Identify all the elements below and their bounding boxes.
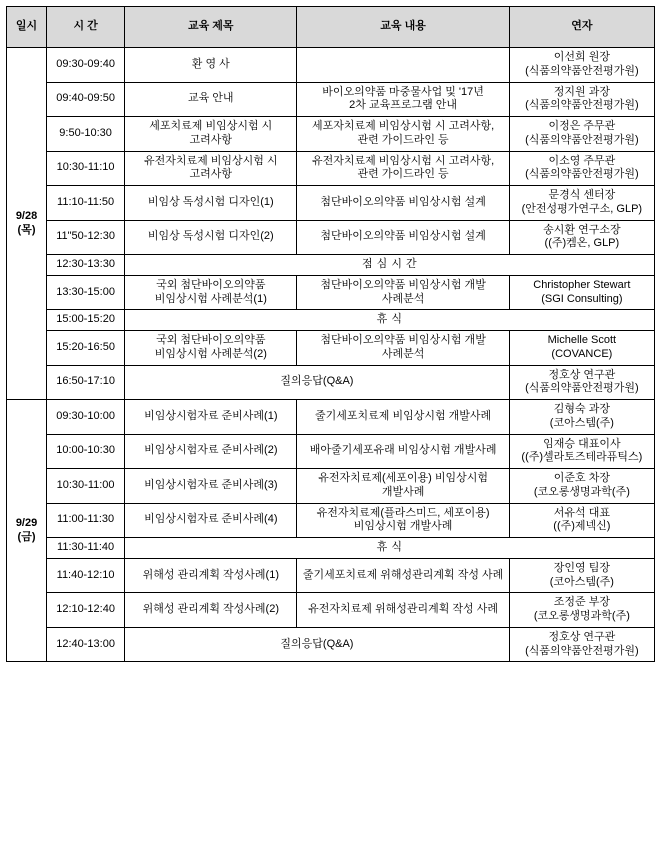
lecture-content-cell xyxy=(297,186,509,221)
text-line: 비임상시험자료 준비사례(2) xyxy=(144,444,278,457)
text-line: (목) xyxy=(17,223,36,236)
lecture-title-cell xyxy=(125,275,297,310)
table-row xyxy=(7,48,655,83)
text-line: 9/29 xyxy=(15,516,38,529)
speaker-cell xyxy=(509,434,654,469)
text-line: 임재승 대표이사 xyxy=(543,437,621,450)
text-line: 유전자치료제(플라스미드, 세포이용) xyxy=(316,506,490,519)
table-row xyxy=(7,434,655,469)
text-line: 이준호 차장 xyxy=(553,472,610,484)
lecture-title-cell xyxy=(125,186,297,221)
lecture-content-cell xyxy=(297,220,509,255)
header-title: 교육 제목 xyxy=(125,7,297,48)
lecture-title-cell xyxy=(125,434,297,469)
lecture-content-cell xyxy=(297,434,509,469)
lecture-content-cell xyxy=(297,503,509,538)
text-line: 비임상시험자료 준비사례(1) xyxy=(144,409,278,422)
lecture-title-cell xyxy=(125,117,297,152)
qna-cell: 질의응답(Q&A) xyxy=(125,365,510,400)
text-line: ((주)켐온, GLP) xyxy=(544,237,620,250)
lecture-content-cell xyxy=(297,331,509,366)
session-time-cell: 11:00-11:30 xyxy=(47,503,125,538)
session-time-cell: 09:30-10:00 xyxy=(47,400,125,435)
lecture-title-cell xyxy=(125,593,297,628)
text-line: 국외 첨단바이오의약품 xyxy=(156,278,266,291)
text-line: 배아줄기세포유래 비임상시험 개발사례 xyxy=(309,444,497,457)
text-line: 첨단바이오의약품 비임상시험 개발 xyxy=(320,278,486,291)
speaker-cell xyxy=(509,558,654,593)
session-date-cell xyxy=(7,48,47,400)
lecture-title-cell xyxy=(125,48,297,83)
text-line: (COVANCE) xyxy=(551,347,613,360)
schedule-table xyxy=(6,6,655,662)
qna-cell: 질의응답(Q&A) xyxy=(125,627,510,662)
lecture-content-cell xyxy=(297,48,509,83)
text-line: 줄기세포치료제 비임상시험 개발사례 xyxy=(315,409,492,422)
lecture-title-cell xyxy=(125,151,297,186)
text-line: 위해성 관리계획 작성사례(2) xyxy=(142,603,280,616)
table-row xyxy=(7,469,655,504)
text-line: 세포치료제 비임상시험 시 xyxy=(149,120,273,132)
lecture-content-cell xyxy=(297,593,509,628)
session-time-cell: 11"50-12:30 xyxy=(47,220,125,255)
text-line: 첨단바이오의약품 비임상시험 개발 xyxy=(320,334,486,346)
text-line: 유전자치료제 비임상시험 시 고려사항, xyxy=(311,154,495,167)
text-line: 고려사항 xyxy=(189,168,233,181)
text-line: (식품의약품안전평가원) xyxy=(525,168,639,181)
text-line: ((주)제넥신) xyxy=(553,520,611,533)
speaker-cell xyxy=(509,331,654,366)
text-line: 교육 안내 xyxy=(188,92,234,105)
text-line: 정호상 연구관 xyxy=(548,630,616,643)
text-line: 개발사례 xyxy=(381,485,425,498)
text-line: 비임상 독성시험 디자인(1) xyxy=(147,195,274,208)
break-row-cell: 휴 식 xyxy=(125,538,655,559)
table-row xyxy=(7,365,655,400)
table-row xyxy=(7,400,655,435)
text-line: 김형숙 과장 xyxy=(553,403,610,415)
text-line: 첨단바이오의약품 비임상시험 설계 xyxy=(320,195,486,208)
session-time-cell: 12:40-13:00 xyxy=(47,627,125,662)
text-line: 바이오의약품 마중물사업 및 '17년 xyxy=(322,85,484,98)
table-row xyxy=(7,310,655,331)
session-time-cell: 11:10-11:50 xyxy=(47,186,125,221)
header-speaker: 연자 xyxy=(509,7,654,48)
text-line: 서유석 대표 xyxy=(553,506,610,519)
text-line: (식품의약품안전평가원) xyxy=(525,133,639,146)
text-line: 사례분석 xyxy=(381,292,425,305)
text-line: 2차 교육프로그램 안내 xyxy=(349,99,458,112)
speaker-cell xyxy=(509,48,654,83)
lecture-title-cell xyxy=(125,400,297,435)
table-row xyxy=(7,151,655,186)
speaker-cell xyxy=(509,593,654,628)
text-line: (금) xyxy=(17,530,36,543)
text-line: 사례분석 xyxy=(381,347,425,360)
text-line: 비임상시험 사례분석(1) xyxy=(154,292,267,305)
speaker-cell xyxy=(509,186,654,221)
text-line: (코오롱생명과학(주) xyxy=(533,485,630,498)
speaker-cell xyxy=(509,400,654,435)
text-line: 비임상시험 사례분석(2) xyxy=(154,347,267,360)
session-time-cell: 12:10-12:40 xyxy=(47,593,125,628)
text-line: 문경식 센터장 xyxy=(548,189,616,201)
session-time-cell: 10:30-11:00 xyxy=(47,469,125,504)
speaker-cell xyxy=(509,365,654,400)
break-row-cell: 점 심 시 간 xyxy=(125,255,655,276)
text-line: 첨단바이오의약품 비임상시험 설계 xyxy=(320,230,486,243)
text-line: 줄기세포치료제 위해성관리계획 작성 사례 xyxy=(302,568,504,581)
lecture-title-cell xyxy=(125,331,297,366)
lecture-content-cell xyxy=(297,151,509,186)
lecture-title-cell xyxy=(125,503,297,538)
table-row xyxy=(7,82,655,117)
speaker-cell xyxy=(509,503,654,538)
text-line: 유전자치료제 비임상시험 시 xyxy=(143,154,278,167)
text-line: 정호상 연구관 xyxy=(548,368,616,381)
table-row xyxy=(7,593,655,628)
text-line: 환 영 사 xyxy=(191,57,230,70)
session-time-cell: 15:00-15:20 xyxy=(47,310,125,331)
lecture-title-cell xyxy=(125,469,297,504)
speaker-cell xyxy=(509,220,654,255)
text-line: (코아스템(주) xyxy=(549,416,614,429)
text-line: 국외 첨단바이오의약품 xyxy=(156,334,266,346)
session-time-cell: 15:20-16:50 xyxy=(47,331,125,366)
table-row xyxy=(7,255,655,276)
table-row xyxy=(7,275,655,310)
text-line: 정지원 과장 xyxy=(553,85,610,98)
text-line: (코오롱생명과학(주) xyxy=(533,610,630,622)
text-line: (코아스템(주) xyxy=(549,575,614,588)
text-line: (식품의약품안전평가원) xyxy=(525,99,639,112)
text-line: 비임상시험자료 준비사례(4) xyxy=(144,513,278,526)
lecture-title-cell xyxy=(125,220,297,255)
table-row xyxy=(7,503,655,538)
table-row xyxy=(7,538,655,559)
session-time-cell: 11:30-11:40 xyxy=(47,538,125,559)
session-time-cell: 11:40-12:10 xyxy=(47,558,125,593)
lecture-content-cell xyxy=(297,117,509,152)
text-line: 이정은 주무관 xyxy=(548,120,616,132)
lecture-content-cell xyxy=(297,469,509,504)
session-time-cell: 13:30-15:00 xyxy=(47,275,125,310)
text-line: 장인영 팀장 xyxy=(553,561,610,574)
text-line: 비임상 독성시험 디자인(2) xyxy=(147,230,274,243)
session-time-cell: 10:30-11:10 xyxy=(47,151,125,186)
table-body xyxy=(7,48,655,662)
table-row xyxy=(7,331,655,366)
text-line: 이선희 원장 xyxy=(553,51,610,63)
session-time-cell: 10:00-10:30 xyxy=(47,434,125,469)
table-row xyxy=(7,558,655,593)
text-line: (식품의약품안전평가원) xyxy=(525,644,639,657)
session-date-cell xyxy=(7,400,47,662)
speaker-cell xyxy=(509,117,654,152)
speaker-cell xyxy=(509,151,654,186)
lecture-content-cell xyxy=(297,275,509,310)
speaker-cell xyxy=(509,469,654,504)
header-content: 교육 내용 xyxy=(297,7,509,48)
text-line: (SGI Consulting) xyxy=(541,292,623,305)
session-time-cell: 16:50-17:10 xyxy=(47,365,125,400)
lecture-title-cell xyxy=(125,558,297,593)
session-time-cell: 09:40-09:50 xyxy=(47,82,125,117)
text-line: 이소영 주무관 xyxy=(548,154,616,167)
speaker-cell xyxy=(509,82,654,117)
text-line: 송시환 연구소장 xyxy=(543,223,621,236)
text-line: 위해성 관리계획 작성사례(1) xyxy=(142,568,280,581)
text-line: Christopher Stewart xyxy=(533,278,631,291)
table-header xyxy=(7,7,655,48)
text-line: 유전자치료제(세포이용) 비임상시험 xyxy=(318,472,488,484)
break-row-cell: 휴 식 xyxy=(125,310,655,331)
text-line: (안전성평가연구소, GLP) xyxy=(521,202,643,215)
header-row xyxy=(7,7,655,48)
header-time: 시 간 xyxy=(47,7,125,48)
lecture-content-cell xyxy=(297,400,509,435)
table-row xyxy=(7,186,655,221)
text-line: 비임상시험자료 준비사례(3) xyxy=(144,478,278,491)
lecture-content-cell xyxy=(297,82,509,117)
text-line: (식품의약품안전평가원) xyxy=(525,382,639,395)
session-time-cell: 12:30-13:30 xyxy=(47,255,125,276)
text-line: 조정준 부장 xyxy=(553,596,610,609)
text-line: 관련 가이드라인 등 xyxy=(357,133,449,146)
session-time-cell: 9:50-10:30 xyxy=(47,117,125,152)
text-line: 9/28 xyxy=(15,209,38,222)
text-line: (식품의약품안전평가원) xyxy=(525,64,639,77)
speaker-cell xyxy=(509,627,654,662)
table-row xyxy=(7,117,655,152)
text-line: 고려사항 xyxy=(189,133,233,146)
lecture-title-cell xyxy=(125,82,297,117)
text-line: 관련 가이드라인 등 xyxy=(357,168,449,181)
text-line: 유전자치료제 위해성관리계획 작성 사례 xyxy=(308,603,498,616)
header-date: 일시 xyxy=(7,7,47,48)
speaker-cell xyxy=(509,275,654,310)
session-time-cell: 09:30-09:40 xyxy=(47,48,125,83)
table-row xyxy=(7,627,655,662)
text-line: Michelle Scott xyxy=(547,334,617,346)
table-row xyxy=(7,220,655,255)
text-line: ((주)셀라토즈테라퓨틱스) xyxy=(521,451,643,464)
lecture-content-cell xyxy=(297,558,509,593)
text-line: 비임상시험 개발사례 xyxy=(353,520,453,533)
text-line: 세포자치료제 비임상시험 시 고려사항, xyxy=(311,120,495,132)
